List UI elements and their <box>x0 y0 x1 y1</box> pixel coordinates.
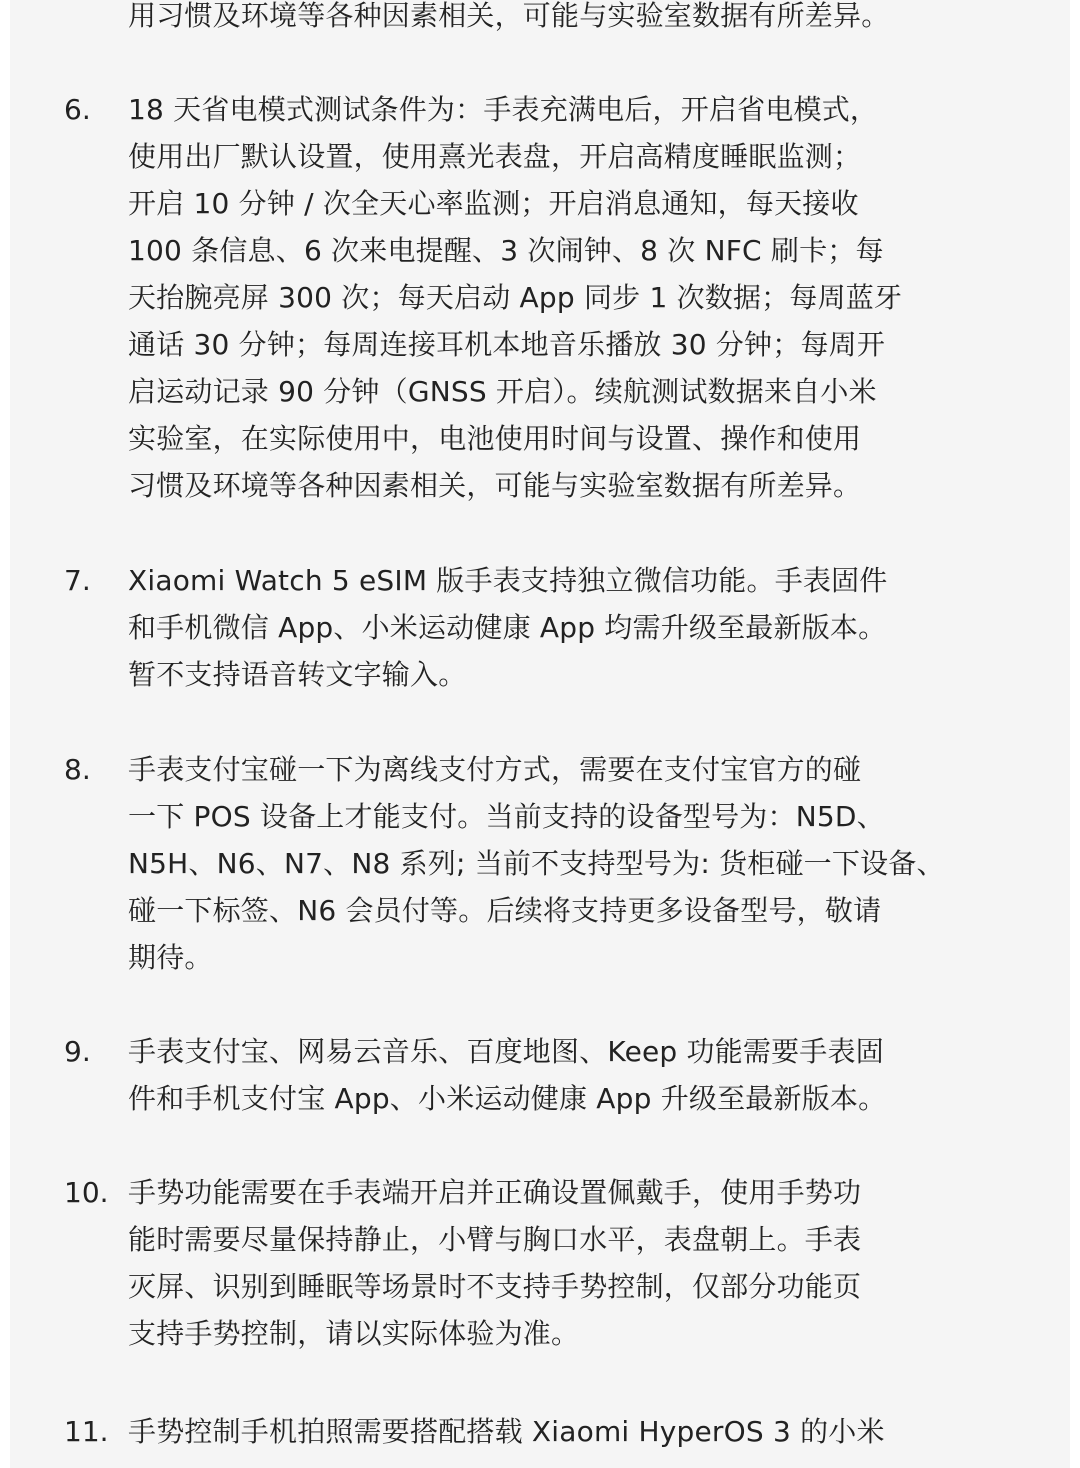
footnote-number: 10. <box>64 1176 109 1209</box>
footnote-line: 和手机微信 App、小米运动健康 App 均需升级至最新版本。 <box>128 611 887 644</box>
footnote-line: 开启 10 分钟 / 次全天心率监测；开启消息通知，每天接收 <box>128 187 859 220</box>
footnote-line: 期待。 <box>128 941 213 974</box>
footnote-line: 习惯及环境等各种因素相关，可能与实验室数据有所差异。 <box>128 469 862 502</box>
footnote-line: 碰一下标签、N6 会员付等。后续将支持更多设备型号，敬请 <box>128 894 882 927</box>
footnote-line: 使用出厂默认设置，使用熹光表盘，开启高精度睡眠监测； <box>128 140 862 173</box>
footnote-line: 手表支付宝碰一下为离线支付方式，需要在支付宝官方的碰 <box>128 753 862 786</box>
footnote-line: 实验室，在实际使用中，电池使用时间与设置、操作和使用 <box>128 422 862 455</box>
footnote-text <box>128 557 988 698</box>
footnote-number: 9. <box>64 1035 91 1068</box>
footnote-number: 6. <box>64 93 91 126</box>
footnote-line: 100 条信息、6 次来电提醒、3 次闹钟、8 次 NFC 刷卡；每 <box>128 234 884 267</box>
footnote-line: 用习惯及环境等各种因素相关，可能与实验室数据有所差异。 <box>128 0 890 32</box>
footnote-line: 暂不支持语音转文字输入。 <box>128 658 467 691</box>
footnote-line: 手势功能需要在手表端开启并正确设置佩戴手，使用手势功 <box>128 1176 862 1209</box>
footnote-line: 手表支付宝、网易云音乐、百度地图、Keep 功能需要手表固 <box>128 1035 884 1068</box>
footnote-line: 一下 POS 设备上才能支付。当前支持的设备型号为：N5D、 <box>128 800 885 833</box>
footnote-line: N5H、N6、N7、N8 系列; 当前不支持型号为: 货柜碰一下设备、 <box>128 847 945 880</box>
footnote-text <box>128 1028 988 1122</box>
document-panel <box>10 0 1070 1468</box>
footnote-number: 8. <box>64 753 91 786</box>
footnote-line: 灭屏、识别到睡眠等场景时不支持手势控制，仅部分功能页 <box>128 1270 862 1303</box>
footnote-text <box>128 86 988 509</box>
footnote-line: 天抬腕亮屏 300 次；每天启动 App 同步 1 次数据；每周蓝牙 <box>128 281 903 314</box>
footnote-number: 7. <box>64 564 91 597</box>
footnote-line: 启运动记录 90 分钟（GNSS 开启）。续航测试数据来自小米 <box>128 375 877 408</box>
footnote-line: 通话 30 分钟；每周连接耳机本地音乐播放 30 分钟；每周开 <box>128 328 886 361</box>
footnote-line: 支持手势控制，请以实际体验为准。 <box>128 1317 580 1350</box>
footnote-line: 件和手机支付宝 App、小米运动健康 App 升级至最新版本。 <box>128 1082 887 1115</box>
footnote-text <box>128 746 988 981</box>
footnote-line: 18 天省电模式测试条件为：手表充满电后，开启省电模式， <box>128 93 879 126</box>
footnote-line: Xiaomi Watch 5 eSIM 版手表支持独立微信功能。手表固件 <box>128 564 888 597</box>
footnote-line: 手势控制手机拍照需要搭配搭载 Xiaomi HyperOS 3 的小米 <box>128 1415 885 1448</box>
footnote-text <box>128 1408 988 1455</box>
footnote-text <box>128 0 988 39</box>
footnote-line: 能时需要尽量保持静止，小臂与胸口水平，表盘朝上。手表 <box>128 1223 862 1256</box>
footnote-number: 11. <box>64 1415 109 1448</box>
footnote-text <box>128 1169 988 1357</box>
